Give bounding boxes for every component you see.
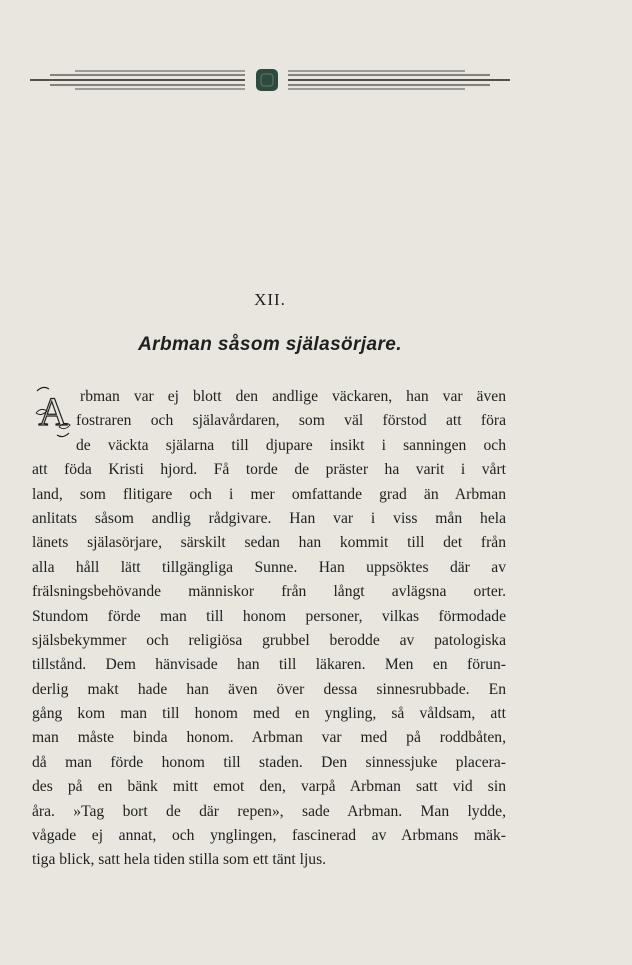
text-line: själsbekymmer och religiösa grubbel berodde av patologiska: [32, 631, 506, 649]
text-line: derlig makt hade han även över dessa sinnesrubbade. En: [32, 680, 506, 698]
chapter-number: XII.: [254, 290, 286, 309]
text-line: anlitats såsom andlig rådgivare. Han var i viss mån hela: [32, 509, 506, 527]
text-line: des på en bänk mitt emot den, varpå Arbman satt vid sin: [32, 778, 506, 796]
text-line: Stundom förde man till honom personer, vilkas förmodade: [32, 607, 506, 625]
text-line: de väckta själarna till djupare insikt i sanningen och: [76, 436, 506, 454]
text-line: då man förde honom till staden. Den sinnessjuke placera-: [32, 753, 506, 771]
text-line: fostraren och själavårdaren, som väl förstod att föra: [76, 412, 506, 430]
drop-cap-letter: A: [38, 389, 68, 434]
text-line: gång kom man till honom med en yngling, så våldsam, att: [32, 705, 506, 723]
text-line: vågade ej annat, och ynglingen, fascinerad av Arbmans mäk-: [32, 827, 506, 845]
text-line: frälsningsbehövande människor från långt avlägsna orter.: [32, 583, 506, 601]
text-line: att föda Kristi hjord. Få torde de präster ha varit i vårt: [32, 461, 506, 479]
text-line: alla håll lätt tillgängliga Sunne. Han uppsöktes där av: [32, 558, 506, 576]
text-line: rbman var ej blott den andlige väckaren, han var även: [80, 388, 506, 405]
text-line: länets själasörjare, särskilt sedan han kommit till det från: [32, 534, 506, 552]
chapter-body: [32, 385, 506, 873]
text-line: land, som flitigare och i mer omfattande grad än Arbman: [32, 485, 506, 503]
text-line: man måste binda honom. Arbman var med på roddbåten,: [32, 729, 506, 747]
chapter-title: Arbman såsom själasörjare.: [138, 334, 402, 355]
text-line: åra. »Tag bort de där repen», sade Arbman. Man lydde,: [32, 802, 506, 820]
text-line: tillstånd. Dem hänvisade han till läkaren. Men en förun-: [32, 656, 506, 674]
header-ornament-icon: [30, 60, 510, 100]
text-line: tiga blick, satt hela tiden stilla som ett tänt ljus.: [32, 851, 327, 869]
